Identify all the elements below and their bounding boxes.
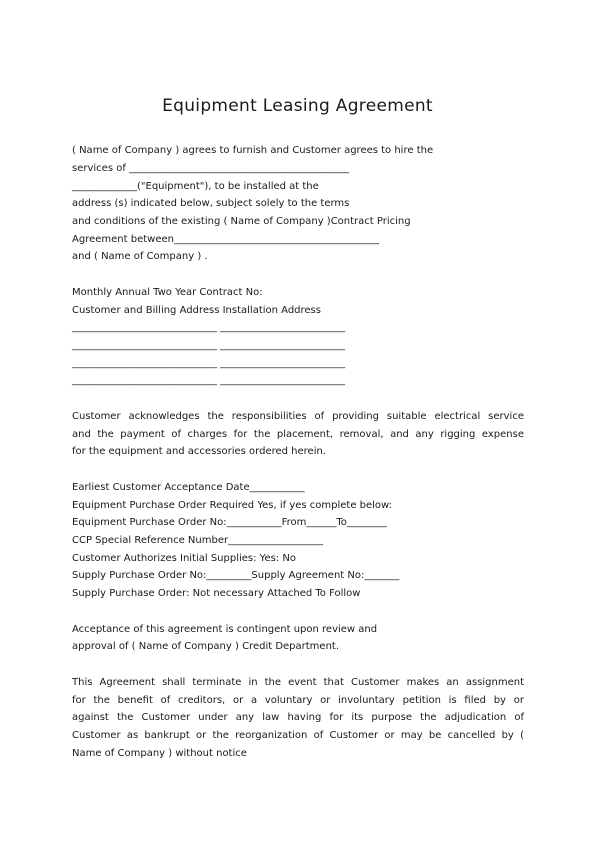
contract-line: Monthly Annual Two Year Contract No: xyxy=(72,287,263,298)
intro-line: address (s) indicated below, subject solely to the terms xyxy=(72,198,350,209)
ccp-reference-line: CCP Special Reference Number___________________ xyxy=(72,535,324,546)
termination-line: for the benefit of creditors, or a voluntary or involuntary petition is filed by or xyxy=(72,695,524,706)
purchase-order-required-line: Equipment Purchase Order Required Yes, if yes complete below: xyxy=(72,500,393,511)
intro-line: and ( Name of Company ) . xyxy=(72,251,208,262)
supply-order-line: Supply Purchase Order No:_________Supply Agreement No:_______ xyxy=(72,570,400,581)
acceptance-date-line: Earliest Customer Acceptance Date___________ xyxy=(72,482,305,493)
purchase-order-number-line: Equipment Purchase Order No:___________From______To________ xyxy=(72,517,387,528)
acknowledgement-line: for the equipment and accessories ordered herein. xyxy=(72,446,327,457)
intro-line: services of ____________________________________________ xyxy=(72,163,350,174)
acknowledgement-line: and the payment of charges for the placement, removal, and any rigging expense xyxy=(72,429,524,440)
intro-line: _____________("Equipment"), to be installed at the xyxy=(72,181,319,192)
termination-line: Name of Company ) without notice xyxy=(72,748,247,759)
termination-line: This Agreement shall terminate in the event that Customer makes an assignment xyxy=(72,677,524,688)
intro-line: ( Name of Company ) agrees to furnish and Customer agrees to hire the xyxy=(72,145,434,156)
termination-line: Customer as bankrupt or the reorganization of Customer or may be cancelled by ( xyxy=(72,730,524,741)
supply-order-status-line: Supply Purchase Order: Not necessary Attached To Follow xyxy=(72,588,361,599)
acknowledgement-line: Customer acknowledges the responsibilities of providing suitable electrical service xyxy=(72,411,524,422)
intro-line: Agreement between_________________________________________ xyxy=(72,234,379,245)
initial-supplies-line: Customer Authorizes Initial Supplies: Yes: No xyxy=(72,553,296,564)
address-header: Customer and Billing Address Installation Address xyxy=(72,305,321,316)
address-blank-line: _____________________________ _________________________ xyxy=(72,322,346,333)
termination-line: against the Customer under any law having for its purpose the adjudication of xyxy=(72,712,524,723)
address-blank-line: _____________________________ _________________________ xyxy=(72,375,346,386)
document-title: Equipment Leasing Agreement xyxy=(162,96,433,116)
address-blank-line: _____________________________ _________________________ xyxy=(72,340,346,351)
intro-line: and conditions of the existing ( Name of Company )Contract Pricing xyxy=(72,216,411,227)
acceptance-line: approval of ( Name of Company ) Credit Department. xyxy=(72,641,340,652)
address-blank-line: _____________________________ _________________________ xyxy=(72,358,346,369)
acceptance-line: Acceptance of this agreement is contingent upon review and xyxy=(72,624,378,635)
